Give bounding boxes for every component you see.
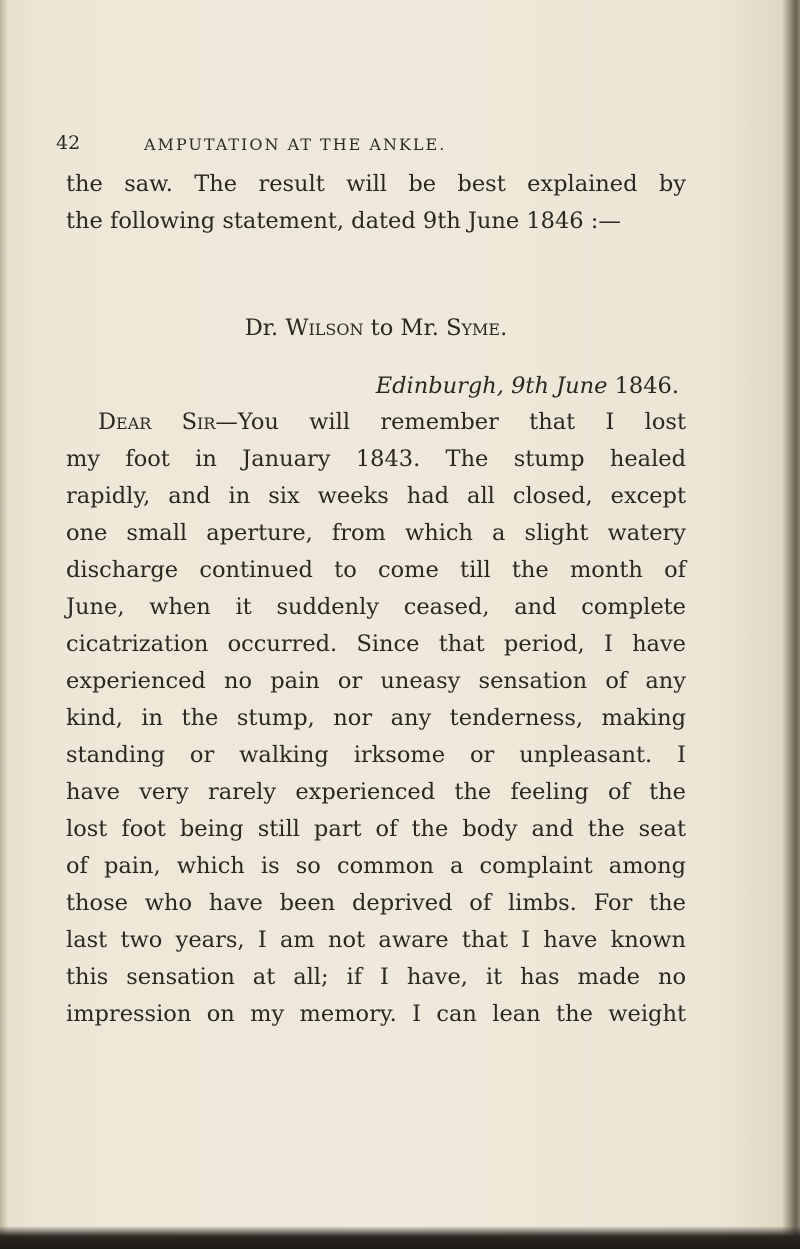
dateline-place-date: Edinburgh, 9th June xyxy=(375,373,608,399)
text-line: experienced no pain or uneasy sensation of any xyxy=(66,668,686,694)
letter-heading-prefix: Dr. xyxy=(244,315,279,341)
running-title: AMPUTATION AT THE ANKLE. xyxy=(144,135,447,154)
page-right-edge-shadow xyxy=(782,0,800,1249)
text-line: my foot in January 1843. The stump healed xyxy=(66,446,686,472)
text-line: kind, in the stump, nor any tenderness, making xyxy=(66,705,686,731)
text-line: cicatrization occurred. Since that period, I have xyxy=(66,631,686,657)
letter-first-line xyxy=(66,404,686,441)
text-line: discharge continued to come till the month of xyxy=(66,557,686,583)
text-line: impression on my memory. I can lean the weight xyxy=(66,1001,686,1027)
dateline-year: 1846. xyxy=(614,373,679,399)
text-line: those who have been deprived of limbs. For the xyxy=(66,890,686,916)
text-line: have very rarely experienced the feeling of the xyxy=(66,779,686,805)
text-line: rapidly, and in six weeks had all closed, except xyxy=(66,483,686,509)
letter-author: Wilson xyxy=(285,315,364,341)
intro-paragraph xyxy=(66,166,686,240)
letter-dateline xyxy=(0,373,679,399)
page-header xyxy=(56,132,756,162)
letter-heading xyxy=(66,315,686,341)
text-line: the saw. The result will be best explained by xyxy=(66,171,686,197)
page-number: 42 xyxy=(56,132,81,154)
text-line: of pain, which is so common a complaint among xyxy=(66,853,686,879)
letter-salutation: Dear Sir xyxy=(98,409,216,435)
letter-first-line-rest: —You will remember that I lost xyxy=(215,409,686,435)
text-line: this sensation at all; if I have, it has made no xyxy=(66,964,686,990)
letter-recipient: Syme. xyxy=(446,315,508,341)
text-line: lost foot being still part of the body and the seat xyxy=(66,816,686,842)
text-line: one small aperture, from which a slight watery xyxy=(66,520,686,546)
text-line: standing or walking irksome or unpleasant. I xyxy=(66,742,686,768)
text-line: June, when it suddenly ceased, and complete xyxy=(66,594,686,620)
text-line: last two years, I am not aware that I have known xyxy=(66,927,686,953)
letter-body xyxy=(66,404,686,1033)
page-bottom-edge-shadow xyxy=(0,1226,800,1249)
letter-heading-to: to xyxy=(370,315,394,341)
page-left-edge xyxy=(0,0,8,1249)
letter-recipient-prefix: Mr. xyxy=(400,315,439,341)
text-line: the following statement, dated 9th June 1846 :— xyxy=(66,208,621,234)
